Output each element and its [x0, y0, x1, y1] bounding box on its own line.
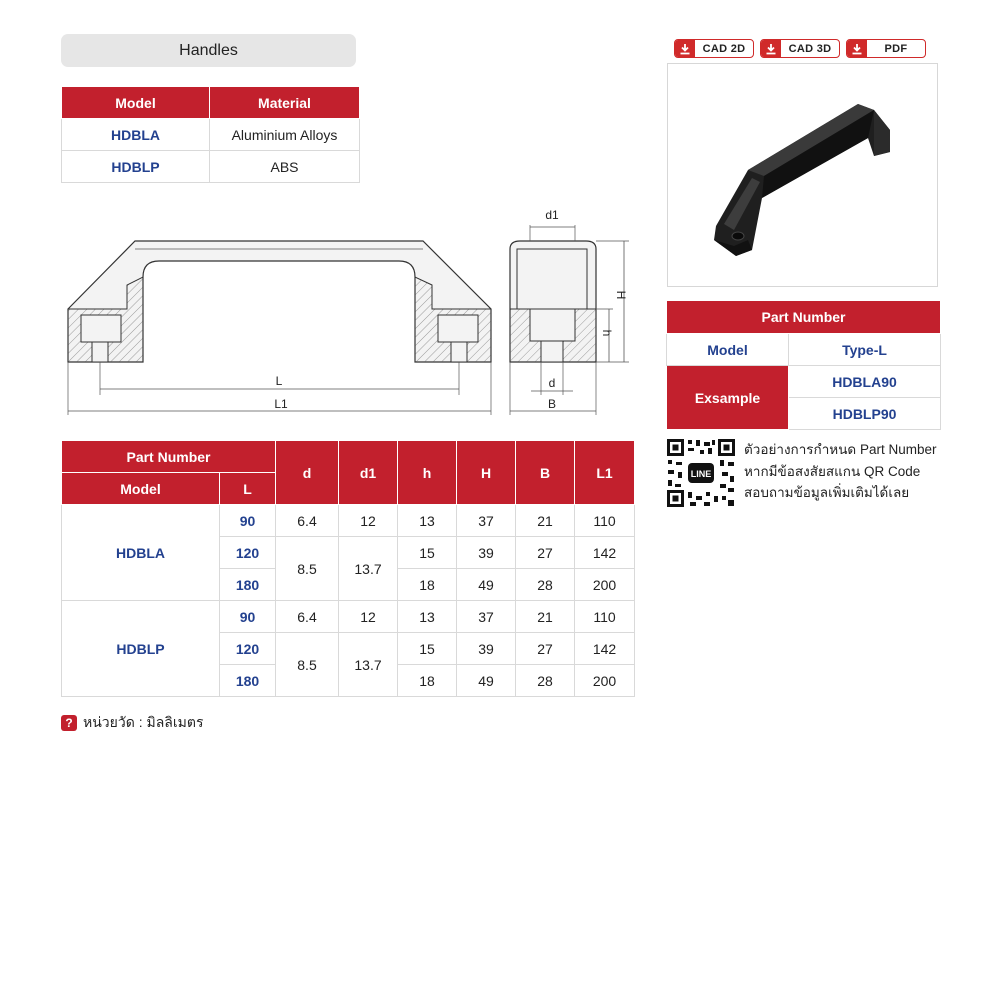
cad-2d-label: CAD 2D — [702, 42, 746, 55]
line-qr-code[interactable] — [666, 438, 736, 508]
cad-3d-label: CAD 3D — [788, 42, 832, 55]
pn-header: Part Number — [667, 301, 941, 334]
dim-label-d1: d1 — [545, 208, 559, 222]
spec-d-cell: 8.5 — [276, 633, 339, 697]
spec-H-cell: 37 — [457, 505, 516, 537]
spec-L1-cell: 200 — [575, 665, 635, 697]
spec-header-L: L — [220, 473, 276, 505]
spec-B-cell: 27 — [516, 537, 575, 569]
spec-B-cell: 28 — [516, 569, 575, 601]
spec-B-cell: 21 — [516, 601, 575, 633]
line-badge: LINE — [690, 469, 712, 479]
spec-H-cell: 37 — [457, 601, 516, 633]
material-header-model: Model — [62, 87, 210, 119]
spec-L1-cell: 110 — [575, 505, 635, 537]
handle-image — [668, 64, 939, 288]
spec-B-cell: 28 — [516, 665, 575, 697]
pdf-label: PDF — [884, 42, 908, 55]
spec-L-cell: 90 — [220, 601, 276, 633]
pn-example-value: HDBLP90 — [789, 398, 941, 430]
spec-d-cell: 6.4 — [276, 601, 339, 633]
spec-header-model: Model — [62, 473, 220, 505]
material-value-cell: Aluminium Alloys — [210, 119, 360, 151]
page-title-text: Handles — [179, 41, 238, 59]
dim-label-L1: L1 — [274, 397, 288, 411]
material-model-cell: HDBLA — [62, 119, 210, 151]
spec-B-cell: 21 — [516, 505, 575, 537]
unit-note-text: หน่วยวัด : มิลลิเมตร — [83, 714, 204, 730]
pn-example-label: Exsample — [667, 366, 789, 430]
cad-2d-button[interactable] — [674, 39, 754, 58]
spec-header-d1: d1 — [339, 441, 398, 505]
download-icon — [761, 40, 781, 57]
table-row — [62, 601, 635, 633]
spec-d1-cell: 12 — [339, 601, 398, 633]
table-row — [62, 505, 635, 537]
spec-h-cell: 18 — [398, 665, 457, 697]
spec-d1-cell: 12 — [339, 505, 398, 537]
download-buttons — [674, 39, 926, 58]
spec-L1-cell: 200 — [575, 569, 635, 601]
spec-header-d: d — [276, 441, 339, 505]
spec-header-H: H — [457, 441, 516, 505]
technical-drawing — [55, 205, 635, 425]
pn-example-value: HDBLA90 — [789, 366, 941, 398]
spec-d1-cell: 13.7 — [339, 537, 398, 601]
product-photo — [667, 63, 938, 287]
pn-col-type: Type-L — [789, 334, 941, 366]
table-row — [62, 119, 360, 151]
qr-info-line: หากมีข้อสงสัยสแกน QR Code — [744, 463, 921, 479]
help-icon: ? — [61, 715, 77, 731]
spec-h-cell: 13 — [398, 601, 457, 633]
table-row — [62, 151, 360, 183]
material-header-material: Material — [210, 87, 360, 119]
unit-note — [61, 712, 204, 734]
dim-label-H: H — [614, 290, 628, 300]
spec-L-cell: 180 — [220, 665, 276, 697]
material-model-cell: HDBLP — [62, 151, 210, 183]
spec-header-h: h — [398, 441, 457, 505]
part-number-table — [666, 300, 941, 430]
dim-label-h: h — [600, 329, 614, 337]
qr-info-line: สอบถามข้อมูลเพิ่มเติมได้เลย — [744, 485, 910, 500]
spec-L1-cell: 110 — [575, 601, 635, 633]
spec-d-cell: 8.5 — [276, 537, 339, 601]
spec-H-cell: 49 — [457, 665, 516, 697]
page-title — [61, 34, 356, 67]
dim-label-d: d — [548, 376, 556, 390]
dim-label-B: B — [547, 397, 557, 411]
spec-L-cell: 180 — [220, 569, 276, 601]
spec-header-L1: L1 — [575, 441, 635, 505]
pn-col-model: Model — [667, 334, 789, 366]
spec-model-cell: HDBLP — [62, 601, 220, 697]
spec-L1-cell: 142 — [575, 537, 635, 569]
download-icon — [847, 40, 867, 57]
spec-d-cell: 6.4 — [276, 505, 339, 537]
material-table — [61, 86, 360, 183]
spec-header-B: B — [516, 441, 575, 505]
front-view — [68, 241, 491, 415]
spec-header-part-number: Part Number — [62, 441, 276, 473]
spec-d1-cell: 13.7 — [339, 633, 398, 697]
spec-L1-cell: 142 — [575, 633, 635, 665]
spec-h-cell: 18 — [398, 569, 457, 601]
pdf-button[interactable] — [846, 39, 926, 58]
dim-label-L: L — [275, 374, 283, 388]
spec-L-cell: 120 — [220, 537, 276, 569]
spec-H-cell: 39 — [457, 537, 516, 569]
cad-3d-button[interactable] — [760, 39, 840, 58]
table-row — [667, 366, 941, 398]
spec-B-cell: 27 — [516, 633, 575, 665]
spec-h-cell: 15 — [398, 633, 457, 665]
spec-H-cell: 39 — [457, 633, 516, 665]
qr-info-line: ตัวอย่างการกำหนด Part Number — [744, 442, 937, 457]
spec-model-cell: HDBLA — [62, 505, 220, 601]
side-view — [510, 208, 629, 415]
spec-H-cell: 49 — [457, 569, 516, 601]
spec-h-cell: 15 — [398, 537, 457, 569]
spec-L-cell: 90 — [220, 505, 276, 537]
material-value-cell: ABS — [210, 151, 360, 183]
spec-h-cell: 13 — [398, 505, 457, 537]
download-icon — [675, 40, 695, 57]
qr-info-text — [744, 439, 936, 504]
spec-table — [61, 440, 635, 697]
spec-L-cell: 120 — [220, 633, 276, 665]
